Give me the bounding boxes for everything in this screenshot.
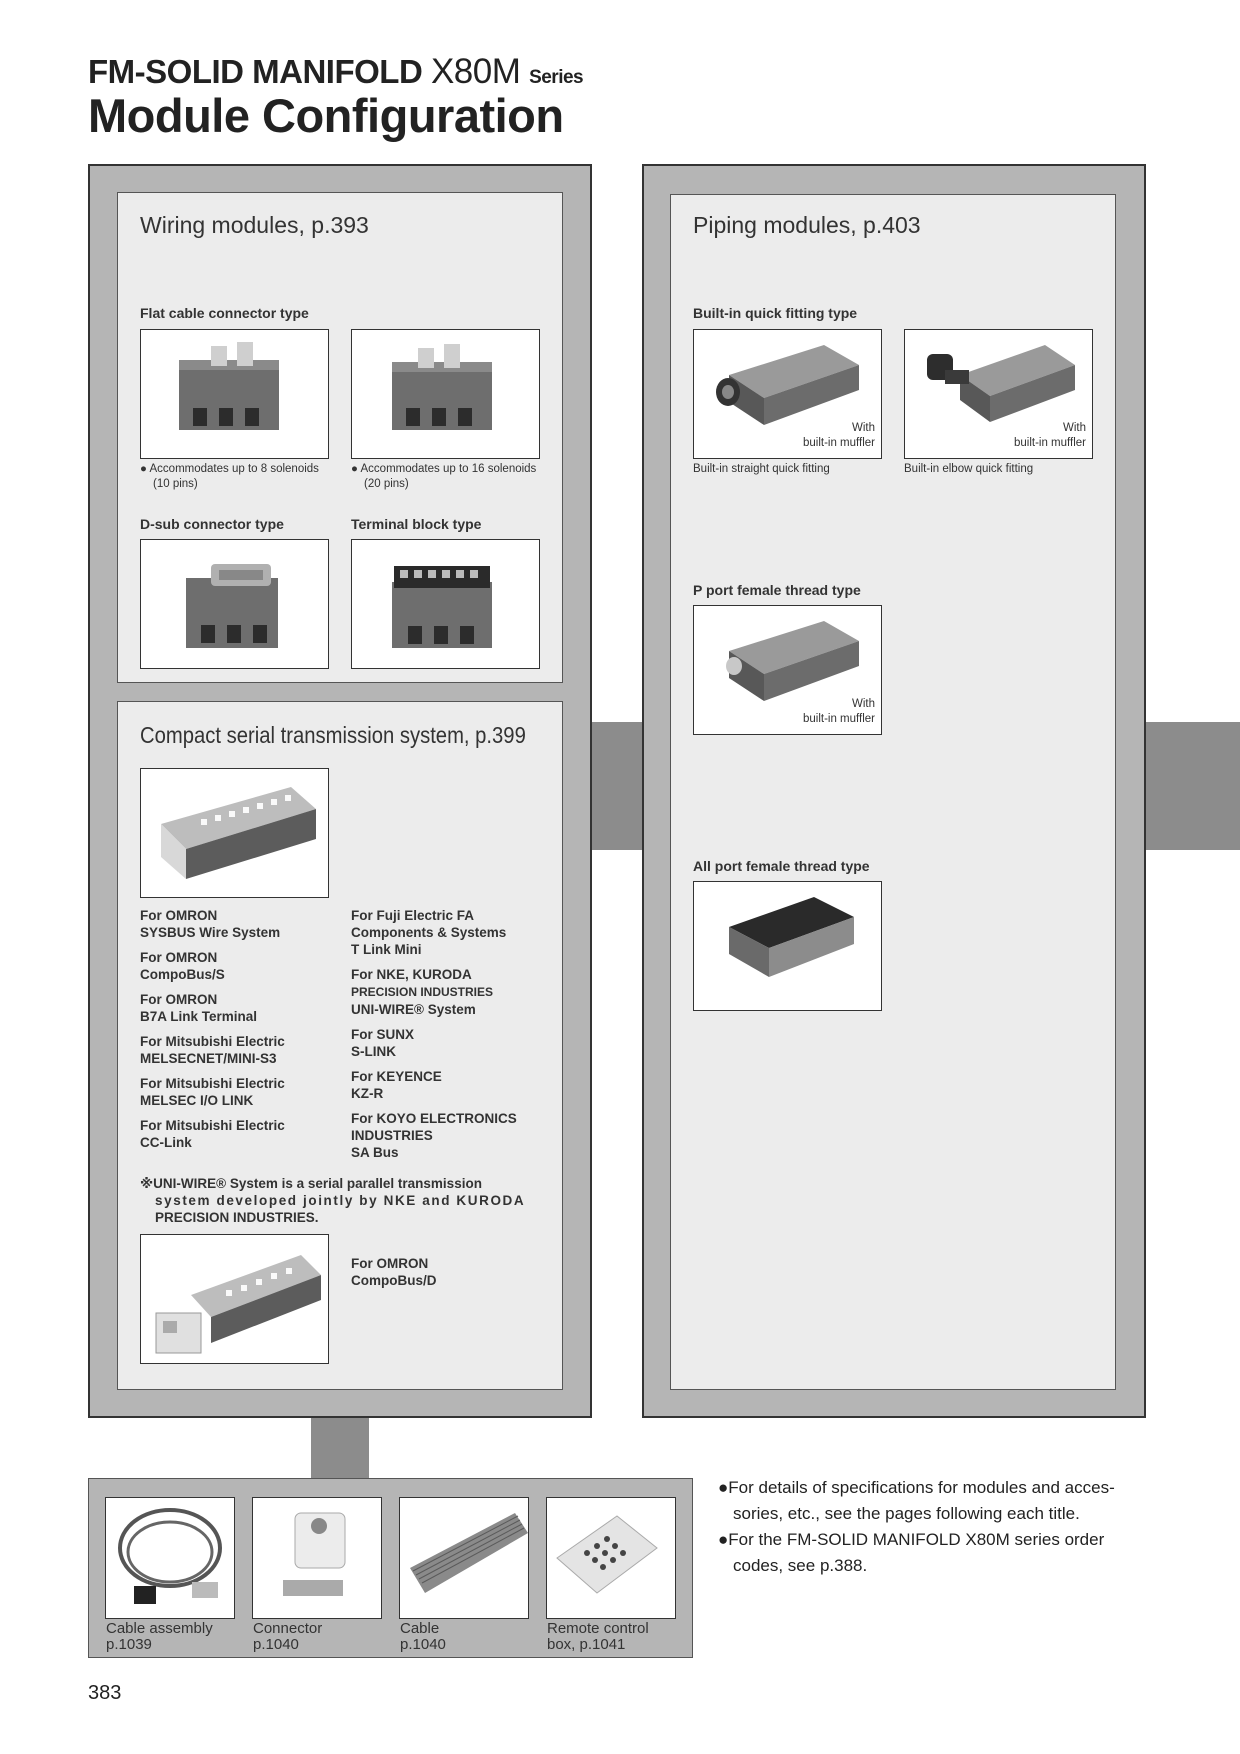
edge-tab	[1146, 722, 1240, 850]
piping-modules-title[interactable]: Piping modules, p.403	[693, 212, 921, 238]
p-port-muffler-note: With built-in muffler	[802, 698, 875, 725]
serial-unit-photo	[140, 768, 329, 898]
series-model: X80M	[430, 52, 521, 91]
connector-bar-middle	[592, 722, 642, 850]
dsub-label: D-sub connector type	[140, 516, 284, 532]
serial-left-list	[140, 907, 330, 1151]
remote-control-box-photo	[546, 1497, 676, 1619]
bullet-icon: ●	[140, 463, 147, 475]
compobus-d-label: For OMRON CompoBus/D	[351, 1256, 437, 1288]
elbow-muffler-note: With built-in muffler	[1013, 422, 1086, 449]
terminal-block-label: Terminal block type	[351, 516, 482, 532]
flat-cable-10pin-caption: ● Accommodates up to 8 solenoids (10 pins)	[140, 463, 319, 490]
cable-assembly-photo	[105, 1497, 235, 1619]
accessory-caption: Cable p.1040	[400, 1620, 446, 1653]
flat-cable-20pin-photo	[351, 329, 540, 459]
list-item: For Mitsubishi Electric MELSEC I/O LINK	[140, 1076, 285, 1108]
bullet-icon: ●	[718, 1530, 729, 1549]
footnote-item: ●For the FM-SOLID MANIFOLD X80M series order	[718, 1530, 1105, 1549]
quick-fitting-label: Built-in quick fitting type	[693, 305, 858, 321]
list-item: For SUNX S-LINK	[351, 1027, 415, 1059]
straight-caption: Built-in straight quick fitting	[693, 463, 830, 475]
list-item: For NKE, KURODA PRECISION INDUSTRIES UNI-WIRE® System	[351, 967, 494, 1017]
footnotes: ●For details of specifications for modules and acces- sories, etc., see the pages following each title. ●For the FM-SOLID MANIFOLD X80M series order codes, see p.388.	[718, 1475, 1148, 1579]
footnote-item: ●For details of specifications for modules and acces-	[718, 1478, 1115, 1497]
accessory-caption: Cable assembly p.1039	[106, 1620, 213, 1653]
serial-right-list	[351, 907, 551, 1161]
list-item: For OMRON B7A Link Terminal	[140, 992, 258, 1024]
uni-wire-note: ※UNI-WIRE® System is a serial parallel transmission system developed jointly by NKE and KURODA PRECISION INDUSTRIES.	[140, 1176, 526, 1225]
series-title	[88, 52, 583, 92]
accessory-caption: Connector p.1040	[253, 1620, 323, 1653]
list-item: For OMRON SYSBUS Wire System	[140, 908, 281, 940]
compact-serial-title[interactable]: Compact serial transmission system, p.399	[140, 722, 526, 748]
elbow-caption: Built-in elbow quick fitting	[904, 463, 1034, 475]
list-item: For Fuji Electric FA Components & Systems T Link Mini	[351, 908, 507, 957]
straight-muffler-note: With built-in muffler	[802, 422, 875, 449]
list-item: For Mitsubishi Electric MELSECNET/MINI-S3	[140, 1034, 285, 1066]
bullet-icon: ●	[351, 463, 358, 475]
wiring-modules-title[interactable]: Wiring modules, p.393	[140, 212, 369, 238]
terminal-block-photo	[351, 539, 540, 669]
page-number: 383	[88, 1682, 122, 1704]
flat-cable-label: Flat cable connector type	[140, 305, 309, 321]
connector-bar-bottom	[311, 1418, 369, 1478]
series-suffix: Series	[529, 67, 584, 88]
list-item: For KOYO ELECTRONICS INDUSTRIES SA Bus	[351, 1111, 517, 1160]
flat-cable-10pin-photo	[140, 329, 329, 459]
all-port-photo	[693, 881, 882, 1011]
compobus-d-photo	[140, 1234, 329, 1364]
accessory-caption: Remote control box, p.1041	[547, 1620, 649, 1653]
all-port-label: All port female thread type	[693, 858, 870, 874]
series-prefix: FM-SOLID MANIFOLD	[88, 53, 431, 90]
cable-photo	[399, 1497, 529, 1619]
bullet-icon: ●	[718, 1478, 729, 1497]
page-title: Module Configuration	[88, 89, 564, 142]
p-port-label: P port female thread type	[693, 582, 861, 598]
flat-cable-20pin-caption: ● Accommodates up to 16 solenoids (20 pins)	[351, 463, 537, 490]
list-item: For Mitsubishi Electric CC-Link	[140, 1118, 285, 1150]
list-item: For KEYENCE KZ-R	[351, 1069, 442, 1101]
list-item: For OMRON CompoBus/S	[140, 950, 225, 982]
connector-photo	[252, 1497, 382, 1619]
dsub-photo	[140, 539, 329, 669]
